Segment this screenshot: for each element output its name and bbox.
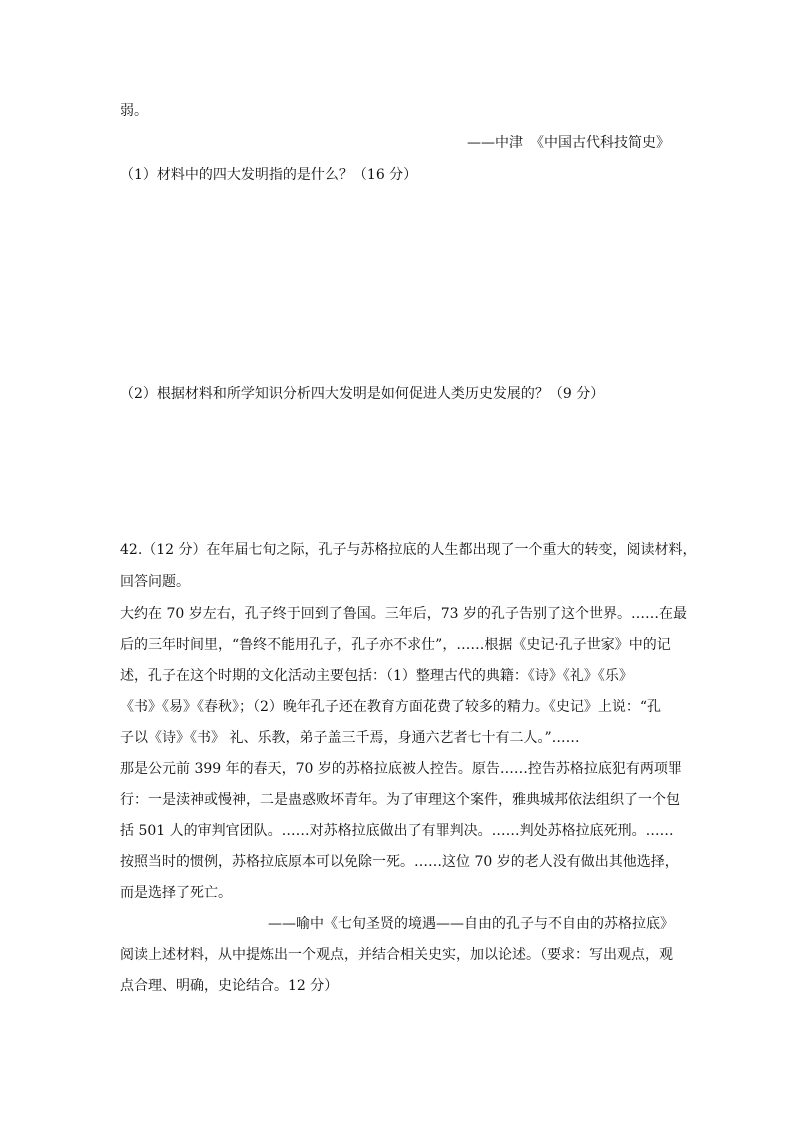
q42-line: 回答问题。 [120, 574, 190, 590]
q42-line: 《书》《易》《春秋》；（2）晚年孔子还在教育方面花费了较多的精力。《史记》上说：“孔 [120, 699, 662, 715]
q42-line: 括 501 人的审判官团队。……对苏格拉底做出了有罪判决。……判处苏格拉底死刑。…… [120, 823, 674, 839]
q42-task-line: 点合理、明确，史论结合。12 分） [120, 978, 339, 994]
q42-line: 42.（12 分）在年届七旬之际，孔子与苏格拉底的人生都出现了一个重大的转变，阅读材料， [120, 542, 697, 558]
q42-line: 后的三年时间里，“鲁终不能用孔子，孔子亦不求仕”，……根据《史记·孔子世家》中的记 [120, 637, 671, 653]
q42-line: 行：一是渎神或慢神，二是蛊惑败坏青年。为了审理这个案件，雅典城邦依法组织了一个包 [120, 792, 680, 808]
source-attribution-2: ——喻中《七旬圣贤的境遇——自由的孔子与不自由的苏格拉底》 [268, 916, 674, 932]
q42-line: 而是选择了死亡。 [120, 885, 232, 901]
q42-line: 述，孔子在这个时期的文化活动主要包括：（1）整理古代的典籍：《诗》《礼》《乐》 [120, 668, 633, 684]
q42-line: 那是公元前 399 年的春天，70 岁的苏格拉底被人控告。原告……控告苏格拉底犯有两项罪 [120, 761, 682, 777]
question-2: （2）根据材料和所学知识分析四大发明是如何促进人类历史发展的？（9 分） [120, 386, 605, 402]
q42-line: 大约在 70 岁左右，孔子终于回到了鲁国。三年后，73 岁的孔子告别了这个世界。……在最 [120, 606, 687, 622]
q42-line: 按照当时的惯例，苏格拉底原本可以免除一死。……这位 70 岁的老人没有做出其他选择， [120, 854, 679, 870]
q42-task-line: 阅读上述材料，从中提炼出一个观点，并结合相关史实，加以论述。（要求：写出观点，观 [120, 947, 673, 963]
top-fragment: 弱。 [120, 103, 148, 119]
question-1: （1）材料中的四大发明指的是什么？（16 分） [120, 167, 418, 183]
source-attribution-1: ——中津 《中国古代科技简史》 [467, 135, 670, 151]
q42-line: 子以《诗》《书》 礼、乐教，弟子盖三千焉，身通六艺者七十有二人。”…… [120, 730, 580, 746]
